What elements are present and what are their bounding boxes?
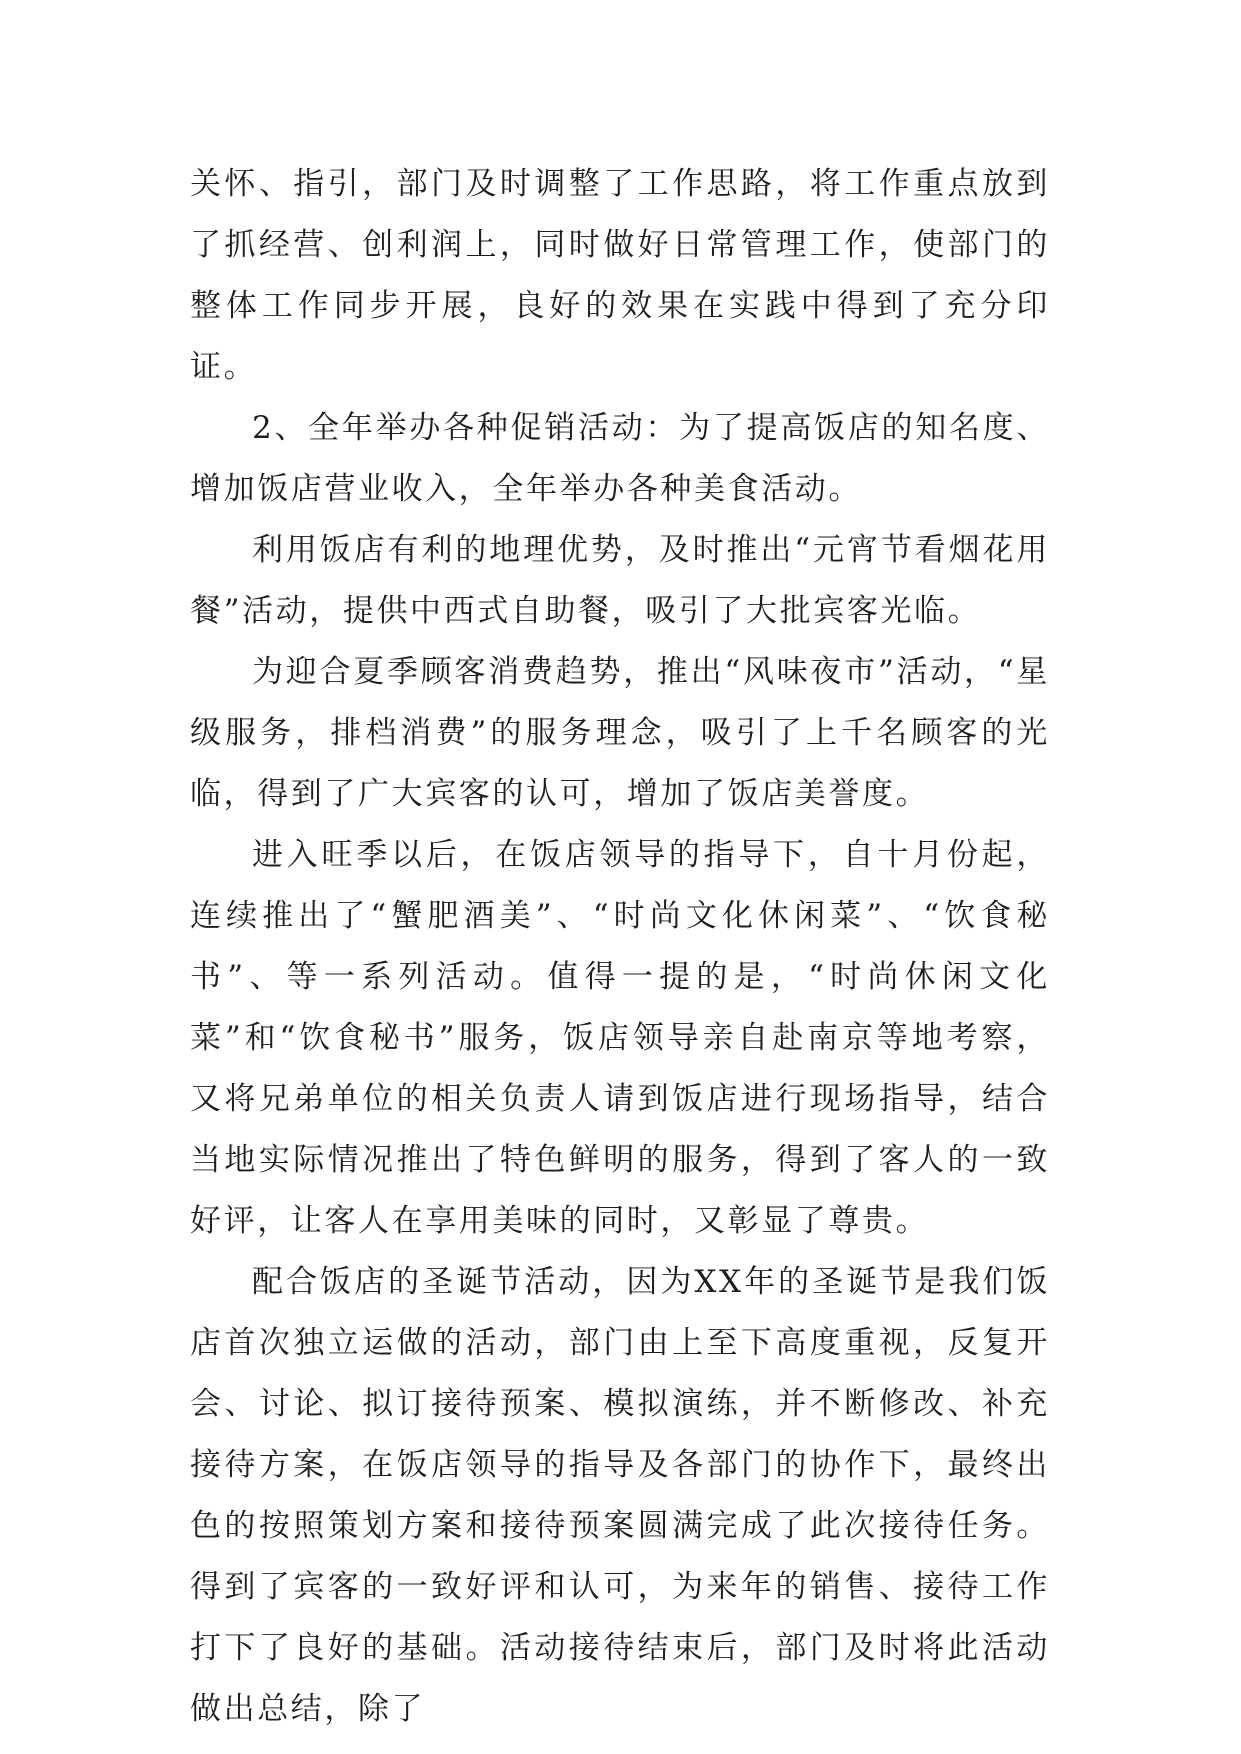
paragraph-lantern-festival: 利用饭店有利的地理优势，及时推出“元宵节看烟花用餐”活动，提供中西式自助餐，吸引了大批宾客光临。	[190, 532, 1050, 629]
paragraph-promotions: 2、全年举办各种促销活动：为了提高饭店的知名度、增加饭店营业收入，全年举办各种美食活动。	[190, 410, 1050, 507]
paragraph-continuation: 关怀、指引，部门及时调整了工作思路，将工作重点放到了抓经营、创利润上，同时做好日常管理工作，使部门的整体工作同步开展，良好的效果在实践中得到了充分印证。	[190, 166, 1050, 385]
document-body	[190, 154, 1050, 1740]
paragraph-christmas: 配合饭店的圣诞节活动，因为XX年的圣诞节是我们饭店首次独立运做的活动，部门由上至下高度重视，反复开会、讨论、拟订接待预案、模拟演练，并不断修改、补充接待方案，在饭店领导的指导及各部门的协作下，最终出色的按照策划方案和接待预案圆满完成了此次接待任务。得到了宾客的一致好评和认可，为来年的销售、接待工作打下了良好的基础。活动接待结束后，部门及时将此活动做出总结，除了	[190, 1264, 1050, 1727]
paragraph-peak-season: 进入旺季以后，在饭店领导的指导下，自十月份起，连续推出了“蟹肥酒美”、“时尚文化休闲菜”、“饮食秘书”、等一系列活动。值得一提的是，“时尚休闲文化菜”和“饮食秘书”服务，饭店领导亲自赴南京等地考察，又将兄弟单位的相关负责人请到饭店进行现场指导，结合当地实际情况推出了特色鲜明的服务，得到了客人的一致好评，让客人在享用美味的同时，又彰显了尊贵。	[190, 837, 1050, 1239]
paragraph-night-market: 为迎合夏季顾客消费趋势，推出“风味夜市”活动，“星级服务，排档消费”的服务理念，吸引了上千名顾客的光临，得到了广大宾客的认可，增加了饭店美誉度。	[190, 654, 1050, 812]
